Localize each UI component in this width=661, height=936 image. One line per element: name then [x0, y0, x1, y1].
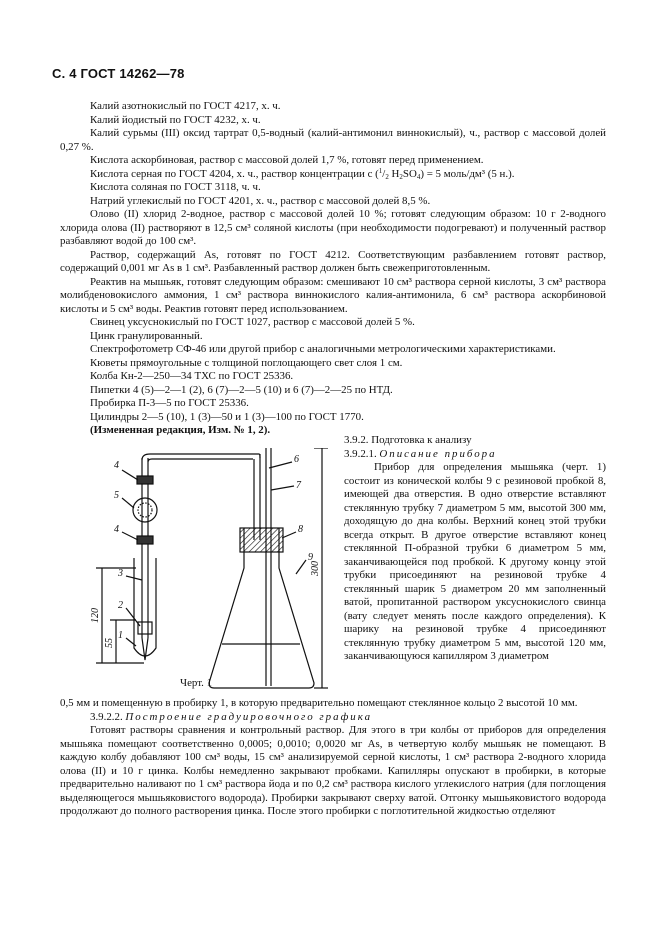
test-tube-1: [134, 558, 156, 656]
paragraph: Кислота соляная по ГОСТ 3118, ч. ч.: [90, 181, 261, 193]
rubber-tube-4-bottom: [137, 536, 153, 544]
paragraph: Калий йодистый по ГОСТ 4232, х. ч.: [90, 113, 261, 126]
label-4: 4: [114, 460, 119, 471]
calibration-text: Готовят растворы сравнения и контрольный раствор. Для этого в три колбы от приборов для определения мышьяка помещают соответственно 0,0005; 0,0010; 0,0020 мг As, в четвертую колбу мышьяк не помещают. В каждую колбу добавляют 100 см³ воды, 15 см³ анализируемой серной кислоты, 1 см³ раствора 2-водного хлорида олова (II) и 10 г цинка. Колбы немедленно закрывают пробками. Капилляры опускают в пробирки, в которые предварительно наливают по 1 см³ раствора йода и по 0,2 см³ раствора кислого углекислого натрия (для поглощения выделяющегося мышьяковистого водорода). Пробирки закрывают сверху ватой. Отгонку мышьяковистого водорода продолжают до полного растворения цинка. После этого пробирки с поглотительной жидкостью отделяют: [60, 724, 606, 817]
rubber-tube-4-top: [137, 476, 153, 484]
label-4b: 4: [114, 524, 119, 535]
section-heading-3-9-2: 3.9.2. Подготовка к анализу: [344, 434, 472, 446]
glass-bulb-5: [133, 498, 157, 522]
stopper-8: [240, 528, 283, 552]
apparatus-figure: [64, 448, 334, 698]
figure-caption: Черт. 1: [180, 677, 213, 689]
section-continuation: [60, 697, 606, 819]
apparatus-description: Прибор для определения мышьяка (черт. 1) состоит из конической колбы 9 с резиновой пробкой 8, имеющей два отверстия. В одно отверстие вставляют стеклянную трубку 7 диаметром 5 мм, высотой 300 мм, доходящую до дна колбы. Верхний конец этой трубки всегда открыт. В другое отверстие вставляют конец стеклянной П-образной трубки 6 диаметром 5 мм, заканчивающейся под пробкой. К другому концу этой трубки присоединяют на резиновой трубке 4 стеклянный шарик 5 диаметром 20 мм заполненный ватой, пропитанной раствором уксуснокислого свинца (вату следует менять после каждого определения). К шарику на резиновой трубке 4 присоединяют стеклянную трубку диаметром 5 мм, высотой 120 мм, заканчивающуюся капилляром 3 диаметром: [344, 461, 606, 662]
reagents-list: [60, 100, 606, 438]
paragraph: Кюветы прямоугольные с толщиной поглощающего свет слоя 1 см.: [90, 356, 403, 369]
section-heading-3-9-2-2: 3.9.2.2. Построение градуировочного графика: [90, 710, 373, 723]
label-2: 2: [118, 600, 123, 611]
paragraph: Пипетки 4 (5)—2—1 (2), 6 (7)—2—5 (10) и 6 (7)—2—25 по НТД.: [90, 383, 393, 396]
label-3: 3: [118, 568, 123, 579]
paragraph: Калий азотнокислый по ГОСТ 4217, х. ч.: [90, 100, 281, 112]
paragraph-sulfuric-acid: Кислота серная по ГОСТ 4204, х. ч., раствор концентрации c ($^1/_2$ $H_2SO_4) = 5$ моль/дм³ (5 н.).: [90, 166, 515, 181]
paragraph: Натрий углекислый по ГОСТ 4201, х. ч., раствор с массовой долей 8,5 %.: [90, 194, 431, 207]
label-8: 8: [298, 524, 303, 535]
page-header: С. 4 ГОСТ 14262—78: [52, 66, 185, 81]
paragraph: Спектрофотометр СФ-46 или другой прибор с аналогичными метрологическими характеристиками.: [90, 343, 556, 355]
paragraph: Свинец уксуснокислый по ГОСТ 1027, раствор с массовой долей 5 %.: [90, 316, 415, 328]
paragraph: Колба Кн-2—250—34 ТХС по ГОСТ 25336.: [90, 370, 294, 382]
edit-note: (Измененная редакция, Изм. № 1, 2).: [90, 424, 271, 436]
dim-label-300: 300: [310, 561, 321, 576]
paragraph: Кислота аскорбиновая, раствор с массовой долей 1,7 %, готовят перед применением.: [90, 154, 484, 166]
paragraph: Цилиндры 2—5 (10), 1 (3)—50 и 1 (3)—100 по ГОСТ 1770.: [90, 410, 364, 423]
section-3-9-2: [344, 434, 606, 664]
apparatus-drawing: [64, 448, 334, 698]
label-9: 9: [308, 552, 313, 563]
paragraph: Раствор, содержащий As, готовят по ГОСТ 4212. Соответствующим разбавлением готовят раствор, содержащий 0,001 мг As в 1 см³. Разбавленный раствор должен быть свежеприготовленным.: [60, 248, 606, 274]
capillary-3: [142, 638, 148, 660]
label-6: 6: [294, 454, 299, 465]
dim-label-55: 55: [104, 638, 115, 648]
label-5: 5: [114, 490, 119, 501]
label-7: 7: [296, 480, 301, 491]
paragraph: Олово (II) хлорид 2-водное, раствор с массовой долей 10 %; готовят следующим образом: 10 г 2-водного хлорида олова (II) растворяют в 12,5 см³ соляной кислоты (при необходимости подогревают) и полученный раствор разбавляют водой до 100 см³.: [60, 208, 606, 247]
paragraph: Реактив на мышьяк, готовят следующим образом: смешивают 10 см³ раствора серной кислоты, 3 см³ раствора молибденовокислого аммония, 1 см³ раствора виннокислого калия-антимонила, 6 см³ раствора аскорбиновой кислоты и 5 см³ воды. Реактив готовят перед использованием.: [60, 275, 606, 315]
dim-label-120: 120: [90, 608, 101, 623]
paragraph: Цинк гранулированный.: [90, 329, 203, 342]
paragraph: Пробирка П-3—5 по ГОСТ 25336.: [90, 397, 249, 409]
section-heading-3-9-2-1: 3.9.2.1. Описание прибора: [344, 447, 497, 460]
label-1: 1: [118, 630, 123, 641]
apparatus-description-cont: 0,5 мм и помещенную в пробирку 1, в которую предварительно помещают стеклянное кольцо 2 высотой 10 мм.: [60, 697, 578, 709]
paragraph: Калий сурьмы (III) оксид тартрат 0,5-водный (калий-антимонил виннокислый), ч., раствор с массовой долей 0,27 %.: [60, 127, 606, 153]
glass-ring-2: [138, 622, 152, 634]
